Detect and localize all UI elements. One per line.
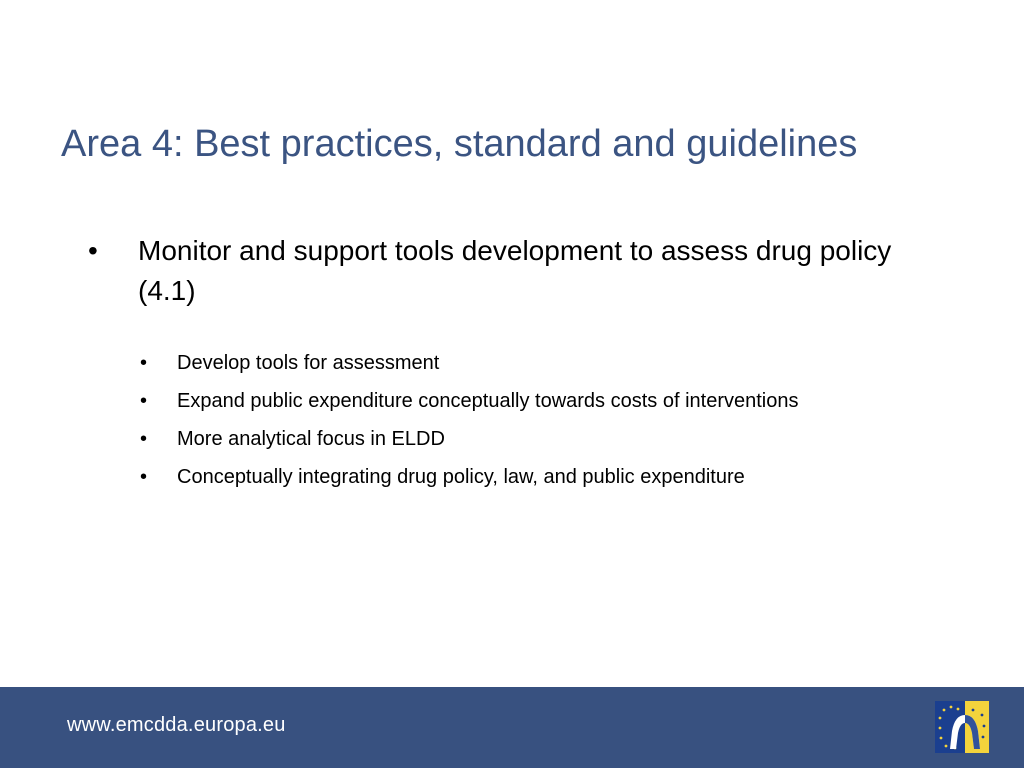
- bullet-marker: •: [140, 352, 148, 374]
- bullet-marker: •: [140, 390, 148, 412]
- slide-content: [88, 231, 918, 502]
- bullet-level1-item: [88, 231, 918, 311]
- bullet-text: Monitor and support tools development to assess drug policy (4.1): [138, 235, 892, 306]
- bullet-marker: •: [140, 428, 148, 450]
- bullet-level2-item: [88, 350, 918, 377]
- sub-bullet-list: [88, 350, 918, 491]
- bullet-text: Conceptually integrating drug policy, law, and public expenditure: [177, 466, 745, 488]
- footer-bar: [0, 687, 1024, 768]
- bullet-level2-item: [88, 464, 918, 491]
- bullet-text: More analytical focus in ELDD: [177, 428, 445, 450]
- bullet-text: Develop tools for assessment: [177, 352, 440, 374]
- emcdda-eu-logo-icon: [935, 701, 989, 753]
- bullet-marker: •: [140, 466, 148, 488]
- bullet-level2-item: [88, 388, 918, 415]
- bullet-level2-item: [88, 426, 918, 453]
- footer-url: www.emcdda.europa.eu: [67, 714, 286, 736]
- slide-title: Area 4: Best practices, standard and guidelines: [61, 123, 858, 165]
- bullet-text: Expand public expenditure conceptually towards costs of interventions: [177, 390, 799, 412]
- bullet-marker: •: [88, 235, 98, 266]
